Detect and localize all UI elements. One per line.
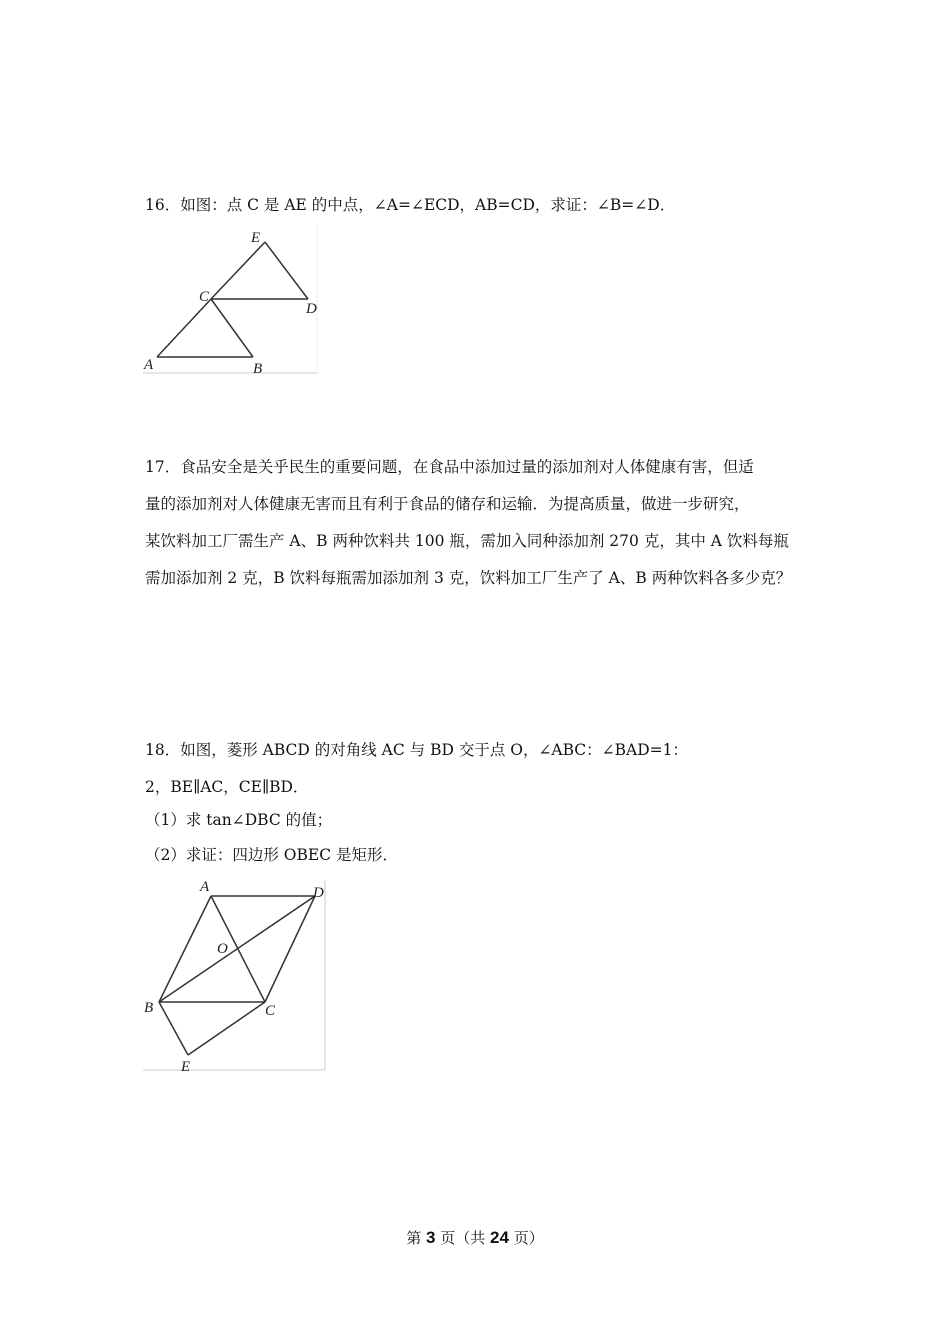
footer-suffix: 页） — [508, 1229, 544, 1247]
q16-edge-bc — [211, 299, 253, 357]
q17-line-4: 需加添加剂 2 克，B 饮料每瓶需加添加剂 3 克，饮料加工厂生产了 A、B 两种饮料各多少克？ — [145, 569, 792, 587]
q18-edge-dc — [265, 896, 315, 1002]
q18-label-d: D — [313, 885, 324, 901]
q16-edge-ce — [211, 242, 265, 299]
q17-line-2: 量的添加剂对人体健康无害而且有利于食品的储存和运输．为提高质量，做进一步研究， — [145, 495, 750, 513]
q18-diagonal-bd — [159, 896, 315, 1002]
footer-total-pages: 24 — [490, 1228, 509, 1247]
page-footer — [0, 1228, 950, 1248]
q18-figure — [143, 877, 333, 1077]
footer-prefix: 第 — [406, 1229, 427, 1247]
q18-label-o: O — [217, 941, 228, 957]
q18-line-2: 2，BE∥AC，CE∥BD． — [145, 778, 309, 796]
q18-label-e: E — [181, 1059, 191, 1075]
footer-page-number: 3 — [426, 1228, 436, 1247]
q16-label-a: A — [144, 357, 154, 373]
q17-line-3: 某饮料加工厂需生产 A、B 两种饮料共 100 瓶，需加入同种添加剂 270 克，其中 A 饮料每瓶 — [145, 532, 789, 550]
q16-edge-ac — [157, 299, 211, 357]
q16-edge-ed — [265, 242, 308, 299]
q17-line-1: 17．食品安全是关乎民生的重要问题，在食品中添加过量的添加剂对人体健康有害，但适 — [145, 458, 754, 476]
q18-edge-be — [159, 1002, 188, 1055]
q16-label-c: C — [199, 289, 210, 305]
q18-line-3: （1）求 tan∠DBC 的值； — [145, 811, 333, 829]
q16-figure — [143, 226, 323, 376]
q18-edge-ce — [188, 1002, 265, 1055]
q18-edge-ab — [159, 896, 211, 1002]
q18-line-4: （2）求证：四边形 OBEC 是矩形． — [145, 846, 398, 864]
q16-text: 16．如图：点 C 是 AE 的中点，∠A=∠ECD，AB=CD，求证：∠B=∠D． — [145, 196, 676, 214]
q18-line-1: 18．如图，菱形 ABCD 的对角线 AC 与 BD 交于点 O，∠ABC：∠BAD=1： — [145, 741, 689, 759]
q18-label-a: A — [200, 879, 210, 895]
q18-label-c: C — [265, 1003, 276, 1019]
q16-label-d: D — [306, 301, 317, 317]
q16-label-e: E — [251, 230, 261, 246]
q18-label-b: B — [144, 1000, 154, 1016]
footer-middle: 页（共 — [435, 1229, 491, 1247]
q16-label-b: B — [253, 361, 263, 376]
